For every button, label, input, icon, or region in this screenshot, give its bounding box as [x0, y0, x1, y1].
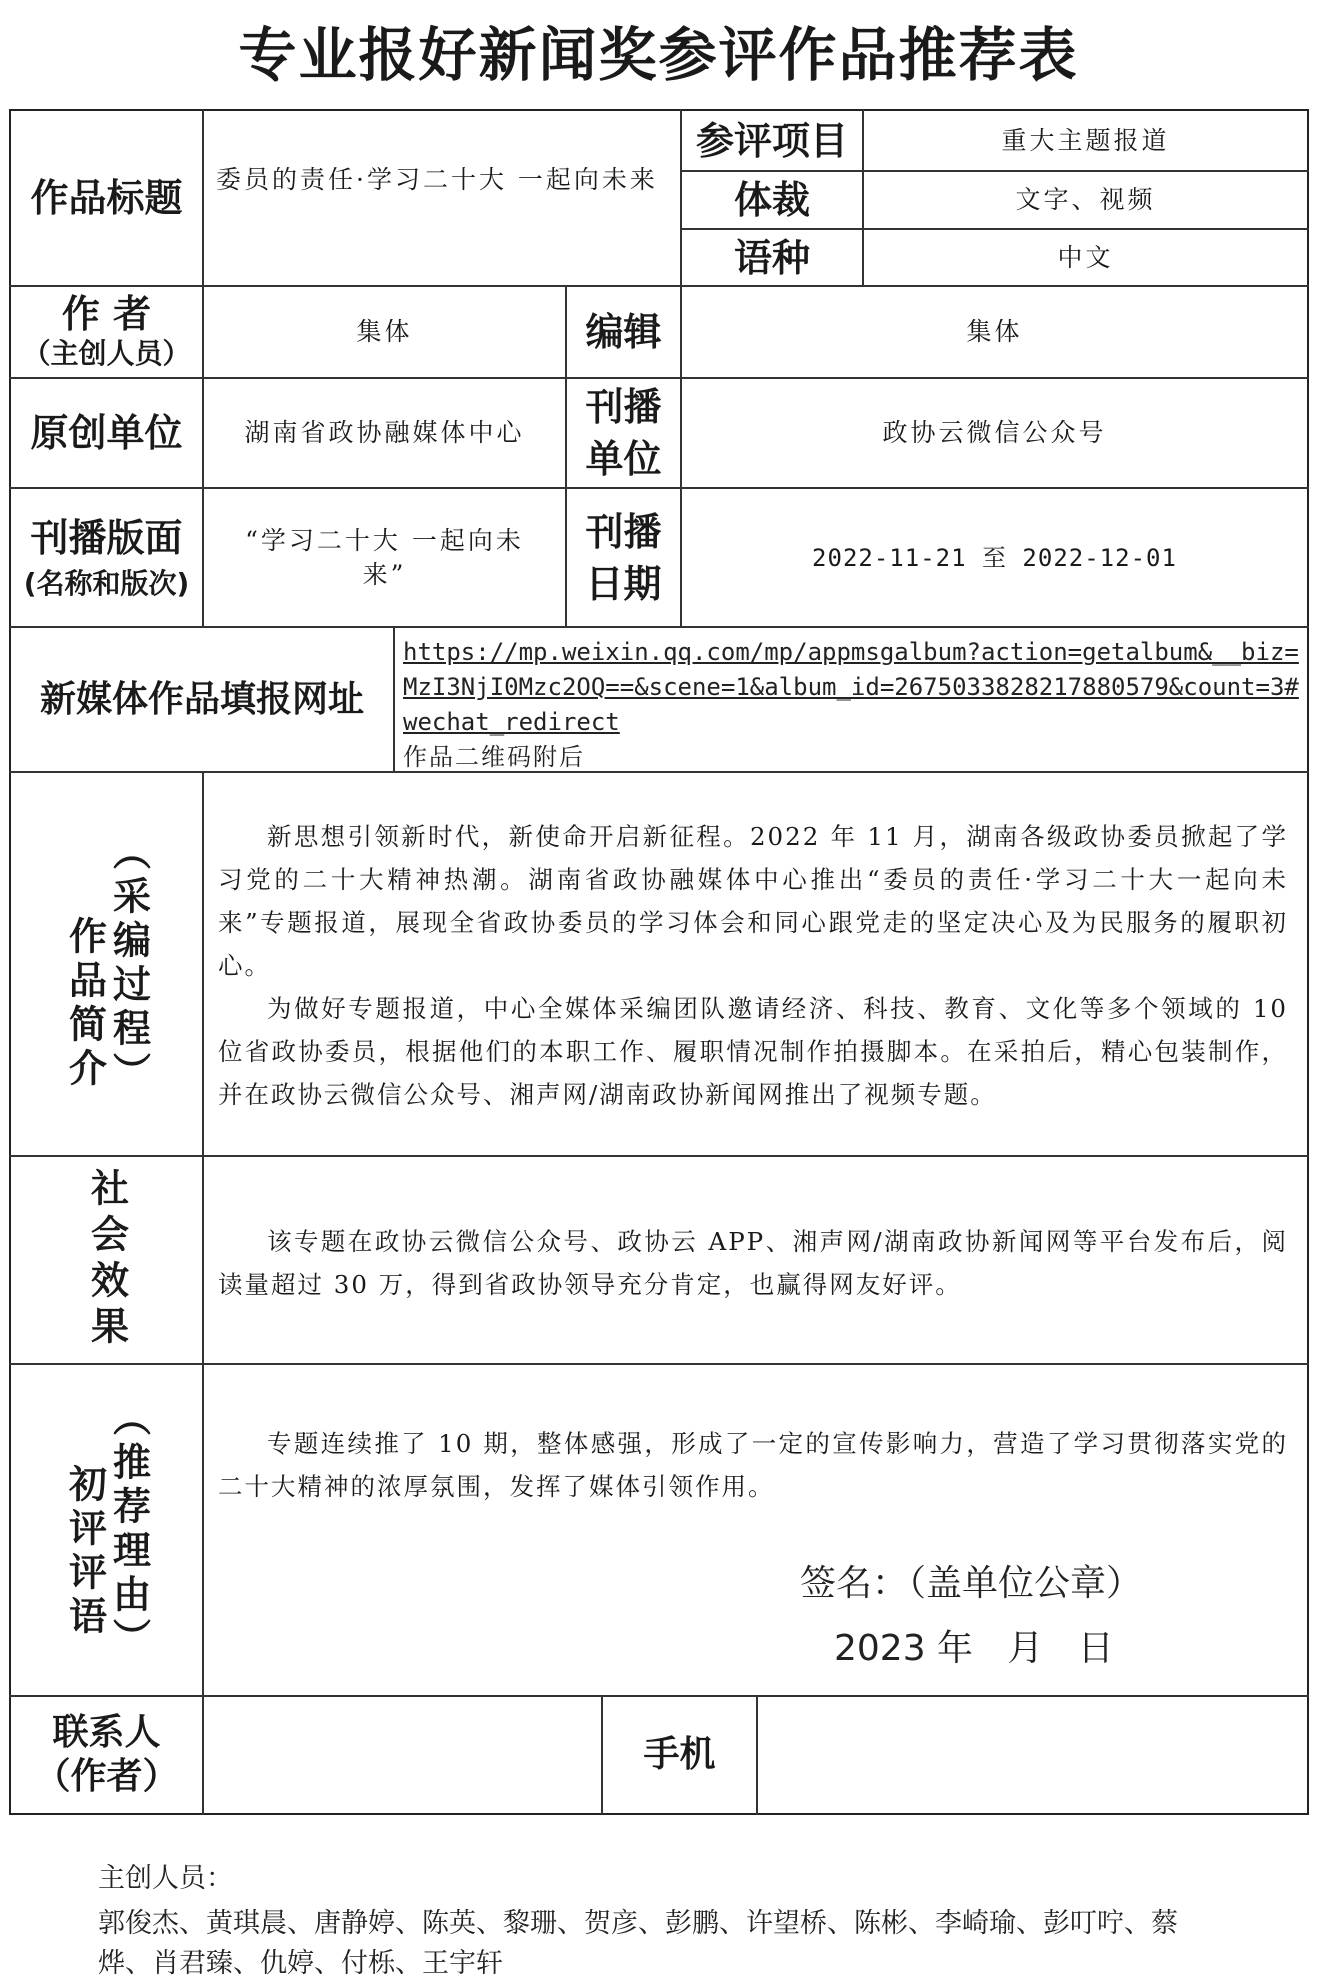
author-label [11, 287, 202, 377]
new-media-url-block [403, 635, 1303, 775]
publish-unit-label-line2: 单位 [585, 437, 662, 481]
recommendation-paragraph: 专题连续推了 10 期，整体感强，形成了一定的宣传影响力，营造了学习贯彻落实党的二十大精神的浓厚氛围，发挥了媒体引领作用。 [218, 1429, 1288, 1501]
new-media-url-link[interactable]: https://mp.weixin.qq.com/mp/appmsgalbum?action=getalbum&__biz=MzI3NjI0Mzc2OQ==&scene=1&album_id=2675033828217880579&count=3#wechat_redirect [403, 638, 1299, 736]
contact-value[interactable] [204, 1697, 601, 1813]
signature-date: 2023 年 月 日 [834, 1628, 1114, 1669]
process-text [218, 815, 1288, 1116]
phone-value[interactable] [758, 1697, 1307, 1813]
author-value: 集体 [356, 317, 413, 346]
publish-page-label-line1: 刊播版面 [30, 515, 183, 560]
publish-unit-label [567, 379, 680, 487]
language-value: 中文 [1057, 242, 1114, 272]
social-effect-text [218, 1220, 1288, 1306]
process-label [11, 773, 202, 1155]
contact-label-line1: 联系人 [52, 1712, 161, 1753]
publish-date-value: 2022-11-21 至 2022-12-01 [812, 543, 1177, 572]
publish-date-label-line1: 刊播 [585, 509, 662, 554]
origin-unit-label: 原创单位 [30, 411, 183, 455]
category-label: 参评项目 [695, 118, 848, 163]
genre-label: 体裁 [733, 178, 810, 222]
process-paragraph: 为做好专题报道，中心全媒体采编团队邀请经济、科技、教育、文化等多个领域的 10 位省政协委员，根据他们的本职工作、履职情况制作拍摄脚本。在采拍后，精心包装制作，并在政协云微信公众号、湘声网/湖南政协新闻网推出了视频专题。 [218, 994, 1288, 1109]
grid-line [9, 1363, 1309, 1365]
social-effect-paragraph: 该专题在政协云微信公众号、政协云 APP、湘声网/湖南政协新闻网等平台发布后，阅读量超过 30 万，得到省政协领导充分肯定，也赢得网友好评。 [218, 1227, 1288, 1299]
editor-value: 集体 [966, 317, 1023, 346]
new-media-url-label: 新媒体作品填报网址 [39, 678, 364, 720]
genre-value: 文字、视频 [1015, 185, 1156, 214]
publish-unit-label-line1: 刊播 [585, 385, 662, 429]
footer-heading: 主创人员： [98, 1863, 233, 1894]
recommendation-label [11, 1365, 202, 1695]
social-effect-label [11, 1157, 202, 1363]
process-label-text [63, 832, 151, 1096]
publish-date-label-line2: 日期 [585, 561, 662, 606]
signature-line: 签名：（盖单位公章） [800, 1563, 1143, 1604]
grid-line [202, 771, 204, 1815]
footer-names-line2: 烨、肖君臻、仇婷、付栎、王宇轩 [98, 1948, 503, 1979]
editor-label: 编辑 [585, 310, 662, 354]
recommendation-label-col1: 初评评语 [62, 1464, 107, 1640]
author-label-line2: （主创人员） [22, 337, 191, 370]
category-value: 重大主题报道 [1001, 125, 1170, 155]
contact-label [11, 1697, 202, 1813]
process-paragraph: 新思想引领新时代，新使命开启新征程。2022 年 11 月，湖南各级政协委员掀起了学习党的二十大精神热潮。湖南省政协融媒体中心推出“委员的责任·学习二十大一起向未来”专题报道，展现全省政协委员的学习体会和同心跟党走的坚定决心及为民服务的履职初心。 [218, 822, 1288, 980]
footer-names-line1: 郭俊杰、黄琪晨、唐静婷、陈英、黎珊、贺彦、彭鹏、许望桥、陈彬、李崎瑜、彭叮咛、蔡 [98, 1908, 1178, 1939]
work-title-label: 作品标题 [30, 176, 183, 220]
new-media-url-note: 作品二维码附后 [403, 743, 585, 771]
process-label-col2: （采编过程） [106, 832, 151, 1096]
recommendation-label-text [63, 1398, 151, 1662]
contact-label-line2: （作者） [34, 1756, 179, 1797]
work-title-value: 委员的责任·学习二十大 一起向未来 [216, 165, 658, 194]
social-effect-label-text: 社会效果 [84, 1168, 129, 1352]
publish-page-label-line2: (名称和版次) [23, 566, 190, 600]
grid-line [9, 1155, 1309, 1157]
origin-unit-value: 湖南省政协融媒体中心 [244, 418, 525, 447]
recommendation-label-col2: （推荐理由） [106, 1398, 151, 1662]
language-label: 语种 [733, 235, 810, 280]
grid-line [393, 626, 395, 771]
page-title: 专业报好新闻奖参评作品推荐表 [238, 21, 1079, 89]
publish-date-label [567, 489, 680, 626]
recommendation-text [218, 1422, 1288, 1508]
process-label-col1: 作品简介 [62, 916, 107, 1092]
publish-page-label [11, 489, 202, 626]
publish-page-value: “学习二十大 一起向未来” [245, 525, 524, 589]
phone-label: 手机 [643, 1734, 716, 1775]
author-label-line1: 作 者 [61, 292, 152, 336]
publish-unit-value: 政协云微信公众号 [882, 418, 1107, 447]
